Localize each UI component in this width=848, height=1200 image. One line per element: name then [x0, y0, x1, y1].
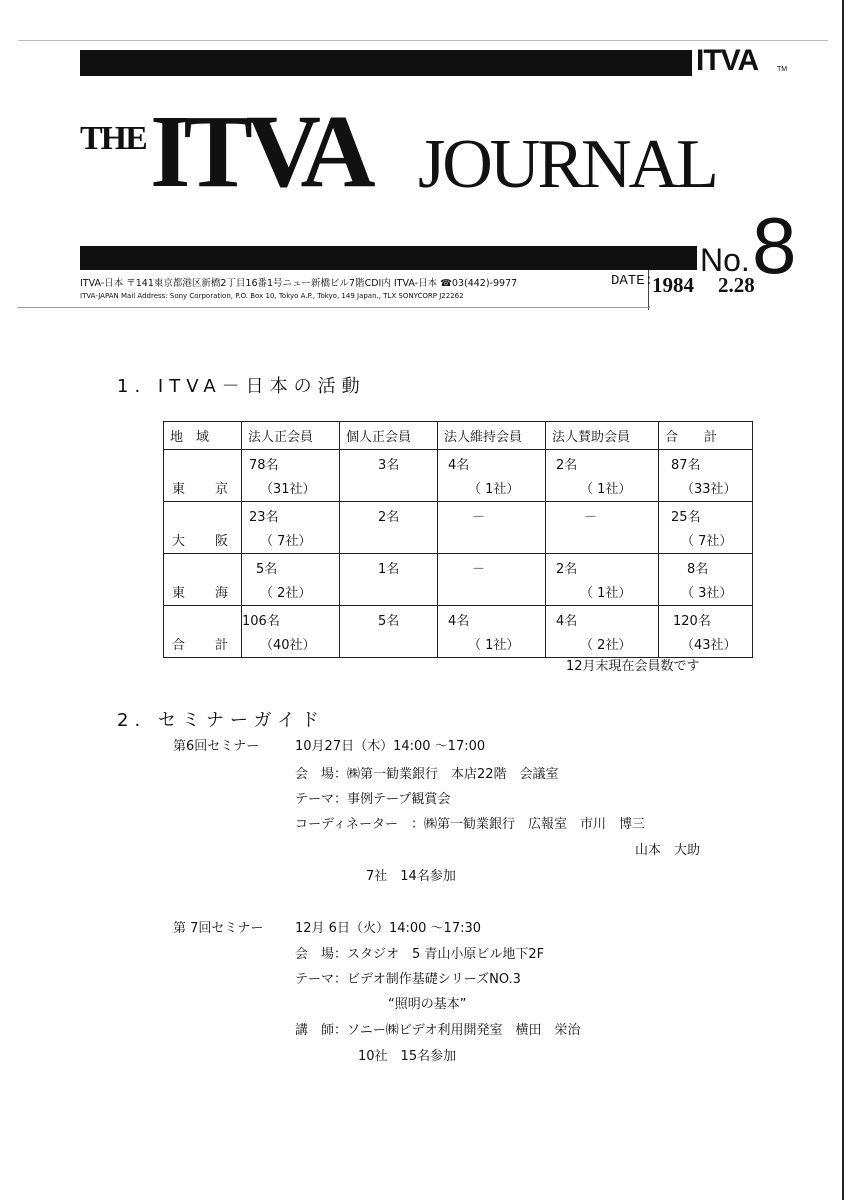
cell-subvalue: （31社） — [260, 482, 316, 497]
table-cell — [340, 606, 438, 658]
table-cell — [242, 606, 340, 658]
cell-subvalue: （ 2社） — [580, 638, 632, 653]
date-label: DATE: — [611, 273, 654, 289]
section-1-heading: 1. ITVA－日本の活動 — [117, 376, 366, 397]
issue-label: No. — [700, 242, 750, 278]
region-char: 計 — [214, 638, 228, 653]
masthead-journal: JOURNAL — [418, 126, 716, 203]
top-rule — [18, 40, 828, 41]
cell-value: 106名 — [242, 614, 280, 629]
table-cell — [546, 450, 659, 502]
cell-value: 2名 — [378, 510, 400, 525]
region-cell — [164, 606, 242, 658]
seminar7-attendance: 10社 15名参加 — [358, 1049, 457, 1064]
cell-value: 23名 — [249, 510, 279, 525]
header-corp-maintaining: 法人維持会員 — [438, 422, 546, 450]
seminar6-venue: 会 場：㈱第一勧業銀行 本店22階 会議室 — [295, 767, 559, 782]
region-cell — [164, 502, 242, 554]
cell-value: 4名 — [556, 614, 578, 629]
cell-value: 25名 — [671, 510, 701, 525]
seminar6-attendance: 7社 14名参加 — [366, 869, 456, 884]
region-char: 合 — [172, 638, 186, 653]
region-cell — [164, 554, 242, 606]
header-corp-full: 法人正会員 — [242, 422, 340, 450]
cell-subvalue: （33社） — [681, 482, 737, 497]
cell-subvalue: （ 1社） — [468, 482, 520, 497]
table-cell — [438, 502, 546, 554]
seminar7-theme: テーマ：ビデオ制作基礎シリーズNO.3 — [295, 972, 521, 987]
seminar7-title: 第 7回セミナー — [173, 921, 264, 936]
table-row — [164, 554, 753, 606]
cell-value: 1名 — [378, 562, 400, 577]
seminar7-datetime: 12月 6日（火）14:00 ～17:30 — [295, 921, 482, 936]
membership-table — [163, 421, 753, 658]
address-underline — [18, 307, 650, 308]
table-footnote: 12月末現在会員数です — [566, 659, 700, 674]
issue-black-bar — [80, 246, 697, 270]
table-cell — [659, 606, 753, 658]
table-row — [164, 450, 753, 502]
seminar7-venue: 会 場：スタジオ 5 青山小原ビル地下2F — [295, 947, 545, 962]
header-corp-supporting: 法人賛助会員 — [546, 422, 659, 450]
cell-value: 4名 — [448, 614, 470, 629]
table-cell — [659, 502, 753, 554]
region-char: 阪 — [214, 534, 228, 549]
masthead-the: THE — [80, 120, 146, 157]
issue-number: 8 — [752, 201, 797, 290]
seminar7-lecturer: 講 師：ソニー㈱ビデオ利用開発室 横田 栄治 — [295, 1023, 581, 1038]
seminar6-coordinator-2: 山本 大助 — [635, 843, 701, 858]
cell-subvalue: （ 3社） — [681, 586, 733, 601]
date-year: 1984 — [652, 273, 694, 297]
itva-logo: ITVA — [696, 44, 759, 77]
table-cell — [242, 502, 340, 554]
cell-subvalue: （ 1社） — [580, 482, 632, 497]
cell-subvalue: （ 1社） — [580, 586, 632, 601]
seminar6-datetime: 10月27日（木）14:00 ～17:00 — [295, 739, 486, 754]
cell-subvalue: （40社） — [260, 638, 316, 653]
seminar6-title: 第6回セミナー — [173, 739, 260, 754]
cell-value: 5名 — [256, 562, 278, 577]
cell-value: 5名 — [378, 614, 400, 629]
table-cell — [546, 554, 659, 606]
header-black-bar — [80, 50, 692, 76]
date-month-day: 2.28 — [718, 273, 755, 297]
cell-value: － — [584, 510, 598, 525]
cell-subvalue: （ 2社） — [260, 586, 312, 601]
masthead-itva: ITVA — [150, 94, 369, 209]
page-edge-rule — [842, 0, 844, 1200]
table-cell — [340, 554, 438, 606]
table-cell — [438, 450, 546, 502]
table-cell — [659, 450, 753, 502]
section-2-heading: 2. セミナーガイド — [117, 710, 325, 731]
cell-value: 3名 — [378, 458, 400, 473]
seminar6-coordinator: コーディネーター ：㈱第一勧業銀行 広報室 市川 博三 — [295, 817, 645, 832]
cell-value: 4名 — [448, 458, 470, 473]
cell-value: － — [472, 562, 486, 577]
seminar7-subtheme: “照明の基本” — [388, 997, 467, 1012]
address-japanese: ITVA-日本 〒141東京都港区新橋2丁目16番1号ニュー新橋ビル7階CDI内 ITVA-日本 ☎03(442)-9977 — [80, 278, 518, 289]
cell-value: 2名 — [556, 458, 578, 473]
table-row — [164, 502, 753, 554]
table-cell — [438, 554, 546, 606]
table-cell — [438, 606, 546, 658]
cell-value: 8名 — [687, 562, 709, 577]
cell-subvalue: （ 7社） — [260, 534, 312, 549]
seminar6-theme: テーマ：事例テープ観賞会 — [295, 792, 451, 807]
cell-value: 2名 — [556, 562, 578, 577]
logo-trademark: TM — [777, 66, 788, 73]
cell-value: － — [472, 510, 486, 525]
address-english: ITVA-JAPAN Mail Address: Sony Corporation, P.O. Box 10, Tokyo A.P., Tokyo, 149 Japan., TLX SONYCORP J22262 — [80, 292, 464, 300]
table-row — [164, 606, 753, 658]
table-cell — [340, 502, 438, 554]
region-char: 京 — [214, 482, 228, 497]
region-char: 大 — [172, 534, 186, 549]
region-cell — [164, 450, 242, 502]
cell-value: 87名 — [671, 458, 701, 473]
header-total: 合 計 — [659, 422, 753, 450]
cell-subvalue: （43社） — [681, 638, 737, 653]
region-char: 東 — [172, 482, 186, 497]
header-individual: 個人正会員 — [340, 422, 438, 450]
region-char: 東 — [172, 586, 186, 601]
table-header-row — [164, 422, 753, 450]
table-cell — [242, 554, 340, 606]
table-cell — [546, 606, 659, 658]
cell-subvalue: （ 1社） — [468, 638, 520, 653]
table-cell — [242, 450, 340, 502]
table-cell — [659, 554, 753, 606]
region-char: 海 — [214, 586, 228, 601]
table-cell — [340, 450, 438, 502]
table-cell — [546, 502, 659, 554]
cell-value: 120名 — [673, 614, 711, 629]
header-region: 地 域 — [164, 422, 242, 450]
cell-subvalue: （ 7社） — [681, 534, 733, 549]
cell-value: 78名 — [249, 458, 279, 473]
